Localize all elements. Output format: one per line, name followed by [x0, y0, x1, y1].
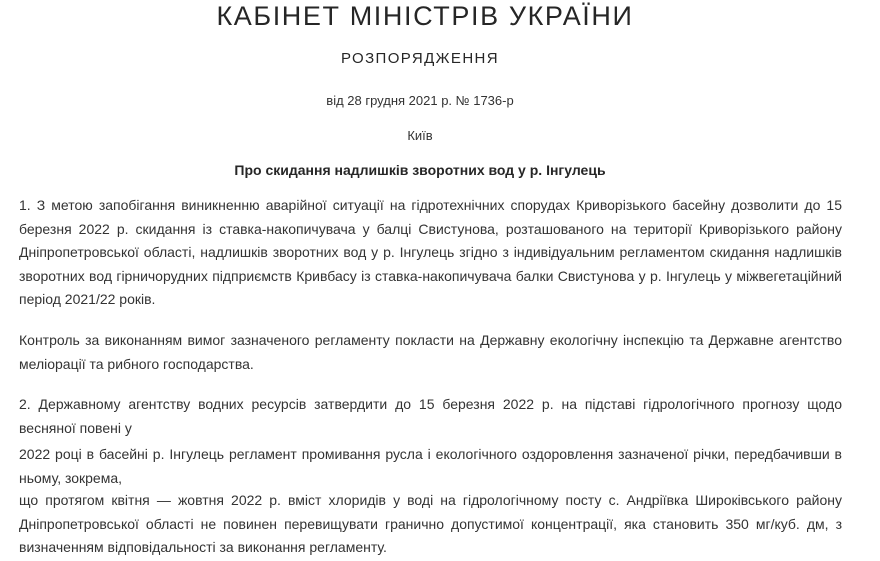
document-date-number: від 28 грудня 2021 р. № 1736-р: [326, 93, 514, 108]
paragraph-5: що протягом квітня — жовтня 2022 р. вміст хлоридів у воді на гідрологічному посту с. Андріївка Широківського району Дніпропетровської області не повинен перевищувати гранично допустимої концентрації, яка становить 350 мг/куб. дм, з визначенням відповідальності за виконання регламенту.: [19, 492, 842, 555]
paragraph-2: Контроль за виконанням вимог зазначеного регламенту покласти на Державну екологічну інспекцію та Державне агентство меліорації та рибного господарства.: [19, 332, 842, 372]
paragraph-3: 2. Державному агентству водних ресурсів затвердити до 15 березня 2022 р. на підставі гідрологічного прогнозу щодо весняної повені у: [19, 396, 842, 436]
paragraph-1: 1. З метою запобігання виникненню аварійної ситуації на гідротехнічних спорудах Криворізького басейну дозволити до 15 березня 2022 р. скидання із ставка-накопичувача у балці Свистунова, розташованого на території Криворізького району Дніпропетровської області, надлишків зворотних вод у р. Інгулець згідно з індивідуальним регламентом скидання надлишків зворотних вод гірничорудних підприємств Кривбасу із ставка-накопичувача балки Свистунова у р. Інгулець у міжвегетаційний період 2021/22 років.: [19, 197, 842, 307]
document-subject: Про скидання надлишків зворотних вод у р. Інгулець: [234, 162, 606, 178]
paragraph-4: 2022 році в басейні р. Інгулець регламент промивання русла і екологічного оздоровлення зазначеної річки, передбачивши в ньому, зокрема,: [19, 446, 842, 486]
document-type: РОЗПОРЯДЖЕННЯ: [340, 50, 500, 67]
organization-title: КАБІНЕТ МІНІСТРІВ УКРАЇНИ: [216, 1, 634, 31]
document-city: Київ: [407, 128, 433, 143]
